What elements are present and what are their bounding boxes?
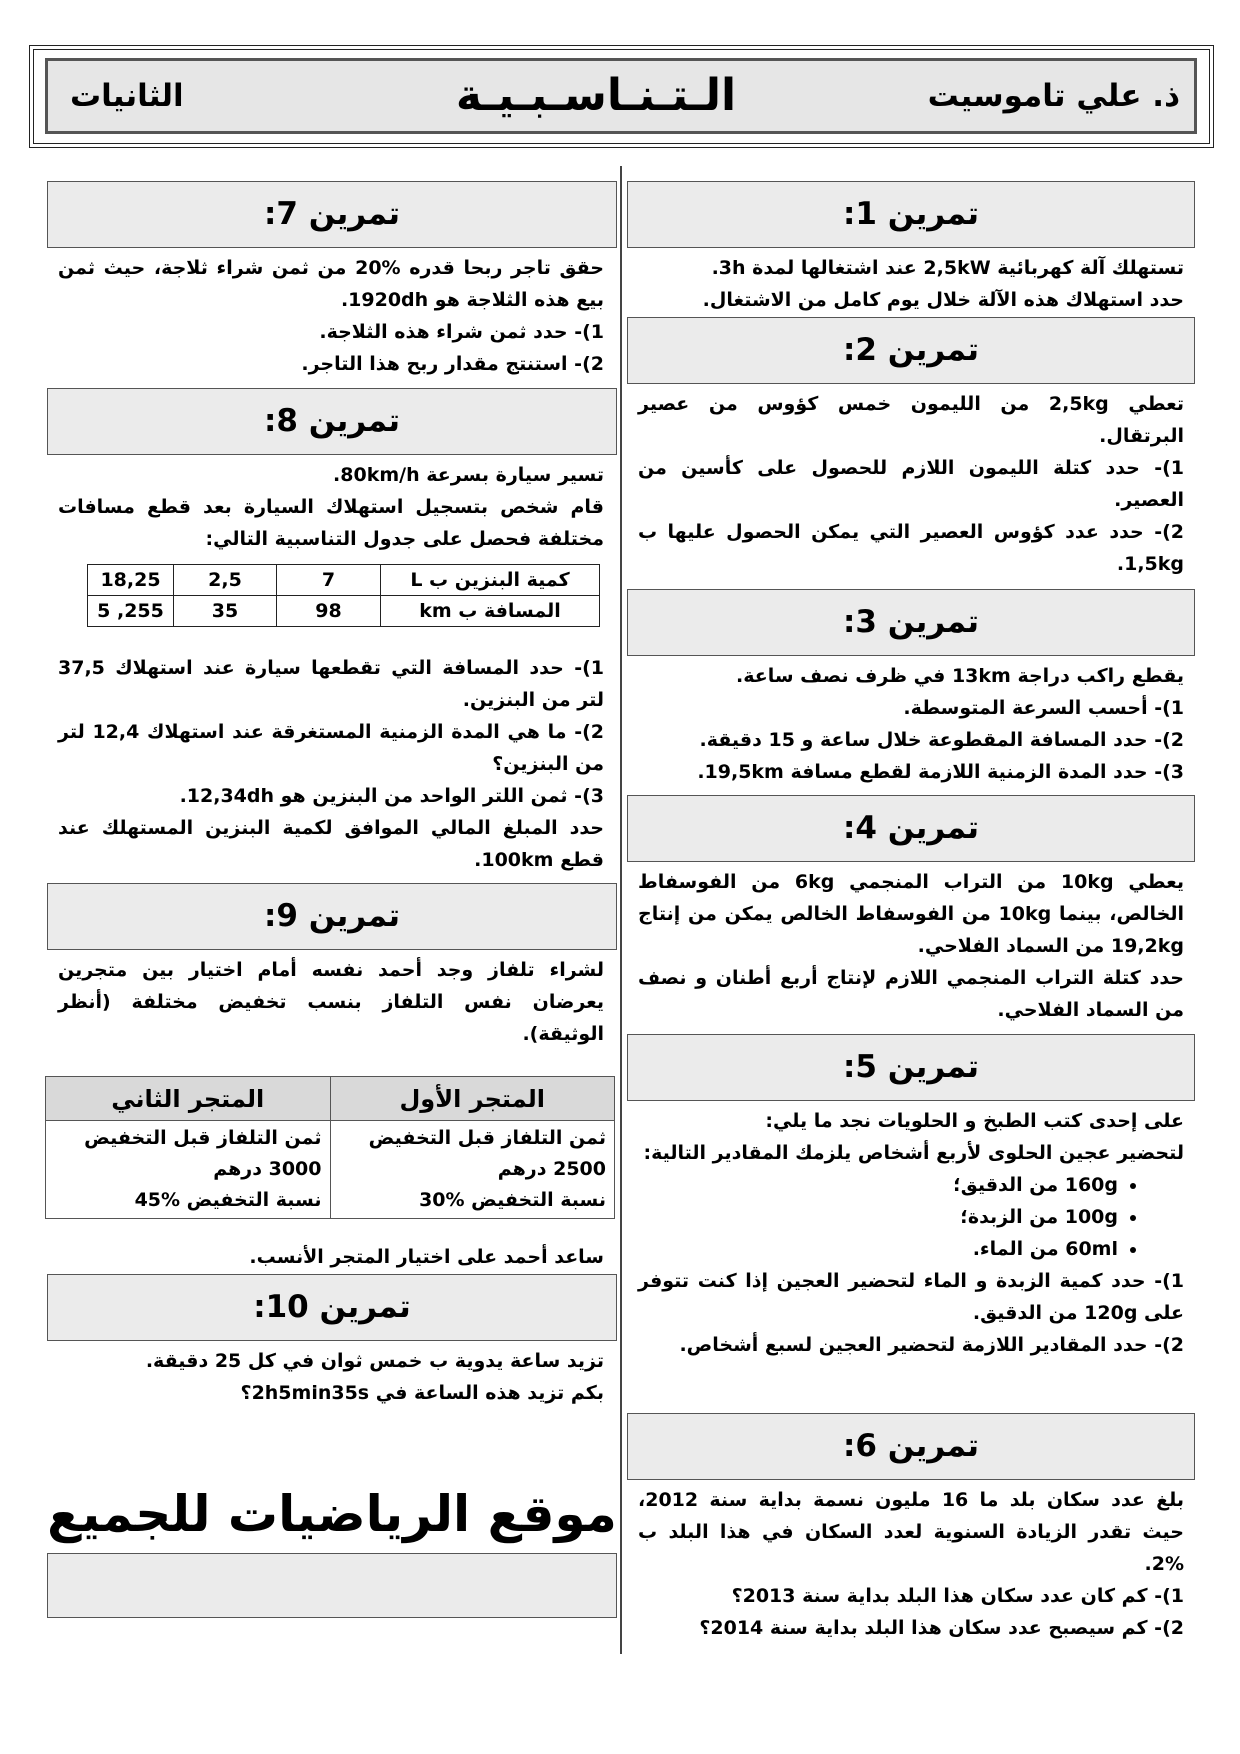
exercise-title: تمرين 4: [627, 795, 1195, 862]
table-cell: 2,5 [174, 565, 277, 596]
exercise-question: 3)- حدد المدة الزمنية اللازمة لقطع مسافة 19,5km. [697, 761, 1184, 783]
exercise-question: 2)- حدد المقادير اللازمة لتحضير العجين لسبع أشخاص. [679, 1334, 1184, 1356]
exercise-2 [627, 317, 1195, 589]
list-item: • 60ml من الماء. [638, 1233, 1118, 1265]
exercise-title: تمرين 2: [627, 317, 1195, 384]
cell-line: 2500 درهم [497, 1158, 606, 1180]
cell-line: نسبة التخفيض %30 [419, 1189, 606, 1211]
exercise-10 [47, 1274, 617, 1475]
exercise-body [47, 950, 617, 1274]
cell-line: 3000 درهم [213, 1158, 322, 1180]
exercise-5 [627, 1034, 1195, 1413]
exercise-question: بكم تزيد هذه الساعة في 2h5min35s؟ [240, 1382, 604, 1404]
exercise-question: 2)- حدد عدد كؤوس العصير التي يمكن الحصول عليها ب 1,5kg. [638, 521, 1184, 575]
exercise-body [627, 656, 1195, 795]
exercise-body [627, 384, 1195, 589]
class-level: الثانيات [70, 78, 184, 114]
exercise-title: تمرين 7: [47, 181, 617, 248]
exercise-body [627, 1101, 1195, 1413]
exercise-9 [47, 883, 617, 1274]
exercise-text: قام شخص بتسجيل استهلاك السيارة بعد قطع مسافات مختلفة فحصل على جدول التناسبية التالي: [58, 496, 604, 550]
exercise-6 [627, 1413, 1195, 1644]
table-row [46, 1121, 615, 1219]
table-header: المتجر الثاني [46, 1077, 331, 1121]
cell-line: نسبة التخفيض %45 [134, 1189, 322, 1211]
table-cell: 7 [277, 565, 381, 596]
cell-line: ثمن التلفاز قبل التخفيض [368, 1127, 606, 1149]
exercise-title: تمرين 6: [627, 1413, 1195, 1480]
empty-box [47, 1553, 617, 1618]
proportionality-table [87, 564, 600, 627]
exercise-question: 2)- حدد المسافة المقطوعة خلال ساعة و 15 دقيقة. [699, 729, 1184, 751]
exercise-title: تمرين 10: [47, 1274, 617, 1341]
stores-table [45, 1076, 615, 1219]
exercise-1 [627, 181, 1195, 317]
ingredients-list [638, 1169, 1184, 1265]
cell-line: ثمن التلفاز قبل التخفيض [84, 1127, 322, 1149]
exercise-question: حدد كتلة التراب المنجمي اللازم لإنتاج أربع أطنان و نصف من السماد الفلاحي. [638, 967, 1184, 1021]
exercise-text: بلغ عدد سكان بلد ما 16 مليون نسمة بداية سنة 2012، حيث تقدر الزيادة السنوية لعدد السكان في هذا البلد ب %2. [638, 1489, 1185, 1575]
exercise-text: حقق تاجر ربحا قدره %20 من ثمن شراء ثلاجة، حيث ثمن بيع هذه الثلاجة هو 1920dh. [58, 257, 604, 311]
page-title: الـتـنـاسـبـيـة [455, 70, 737, 121]
exercise-body [627, 1480, 1195, 1644]
author-name: ذ. علي تاموسيت [927, 78, 1180, 114]
exercise-text: على إحدى كتب الطبخ و الحلويات نجد ما يلي: [765, 1110, 1184, 1132]
site-logo: موقع الرياضيات للجميع [47, 1485, 617, 1543]
exercise-8 [47, 388, 617, 883]
exercise-body [47, 455, 617, 883]
exercise-text: تسير سيارة بسرعة 80km/h. [333, 464, 604, 486]
exercise-body [47, 248, 617, 388]
store-2-cell [46, 1121, 331, 1219]
list-item: • 100g من الزبدة؛ [638, 1201, 1118, 1233]
exercise-title: تمرين 3: [627, 589, 1195, 656]
table-cell: 18,25 [88, 565, 174, 596]
exercise-title: تمرين 5: [627, 1034, 1195, 1101]
exercise-question: 2)- كم سيصبح عدد سكان هذا البلد بداية سنة 2014؟ [699, 1617, 1184, 1639]
page-header [45, 58, 1197, 134]
exercise-body [627, 248, 1195, 317]
left-column [47, 181, 617, 1618]
table-cell: 35 [174, 596, 277, 627]
list-item: • 160g من الدقيق؛ [638, 1169, 1118, 1201]
table-row [88, 596, 600, 627]
exercise-body [47, 1341, 617, 1475]
exercise-4 [627, 795, 1195, 1034]
column-divider [620, 166, 622, 1654]
exercise-text: يعطي 10kg من التراب المنجمي 6kg من الفوسفاط الخالص، بينما 10kg من الفوسفاط الخالص يمكن من إنتاج 19,2kg من السماد الفلاحي. [638, 871, 1185, 957]
right-column [627, 181, 1195, 1644]
exercise-question: حدد المبلغ المالي الموافق لكمية البنزين المستهلك عند قطع 100km. [58, 817, 604, 871]
exercise-question: 1)- حدد المسافة التي تقطعها سيارة عند استهلاك 37,5 لتر من البنزين. [58, 657, 604, 711]
exercise-question: 1)- حدد كمية الزبدة و الماء لتحضير العجين إذا كنت تتوفر على 120g من الدقيق. [638, 1270, 1184, 1324]
exercise-text: لتحضير عجين الحلوى لأربع أشخاص يلزمك المقادير التالية: [643, 1142, 1184, 1164]
exercise-question: 3)- ثمن اللتر الواحد من البنزين هو 12,34dh. [179, 785, 604, 807]
exercise-question: 1)- حدد كتلة الليمون اللازم للحصول على كأسين من العصير. [638, 457, 1184, 511]
exercise-question: 2)- استنتج مقدار ربح هذا التاجر. [301, 353, 604, 375]
exercise-question: حدد استهلاك هذه الآلة خلال يوم كامل من الاشتغال. [702, 289, 1184, 311]
exercise-title: تمرين 8: [47, 388, 617, 455]
exercise-question: 1)- حدد ثمن شراء هذه الثلاجة. [319, 321, 604, 343]
exercise-question: ساعد أحمد على اختيار المتجر الأنسب. [249, 1246, 604, 1268]
exercise-text: لشراء تلفاز وجد أحمد نفسه أمام اختيار بين متجرين يعرضان نفس التلفاز بنسب تخفيض مختلفة (أنظر الوثيقة). [58, 959, 604, 1045]
store-1-cell [330, 1121, 615, 1219]
exercise-text: تزيد ساعة يدوية ب خمس ثوان في كل 25 دقيقة. [145, 1350, 604, 1372]
table-cell: 98 [277, 596, 381, 627]
exercise-text: يقطع راكب دراجة 13km في ظرف نصف ساعة. [736, 665, 1184, 687]
table-cell: 255, 5 [88, 596, 174, 627]
exercise-body [627, 862, 1195, 1034]
exercise-question: 1)- أحسب السرعة المتوسطة. [903, 697, 1184, 719]
table-row [88, 565, 600, 596]
exercise-question: 2)- ما هي المدة الزمنية المستغرقة عند استهلاك 12,4 لتر من البنزين؟ [58, 721, 605, 775]
table-header-row [46, 1077, 615, 1121]
exercise-7 [47, 181, 617, 388]
table-cell: كمية البنزين ب L [381, 565, 600, 596]
exercise-title: تمرين 9: [47, 883, 617, 950]
exercise-3 [627, 589, 1195, 795]
exercise-question: 1)- كم كان عدد سكان هذا البلد بداية سنة 2013؟ [731, 1585, 1184, 1607]
exercise-text: تستهلك آلة كهربائية 2,5kW عند اشتغالها لمدة 3h. [711, 257, 1184, 279]
table-cell: المسافة ب km [381, 596, 600, 627]
table-header: المتجر الأول [330, 1077, 615, 1121]
exercise-text: تعطي 2,5kg من الليمون خمس كؤوس من عصير البرتقال. [638, 393, 1184, 447]
exercise-title: تمرين 1: [627, 181, 1195, 248]
